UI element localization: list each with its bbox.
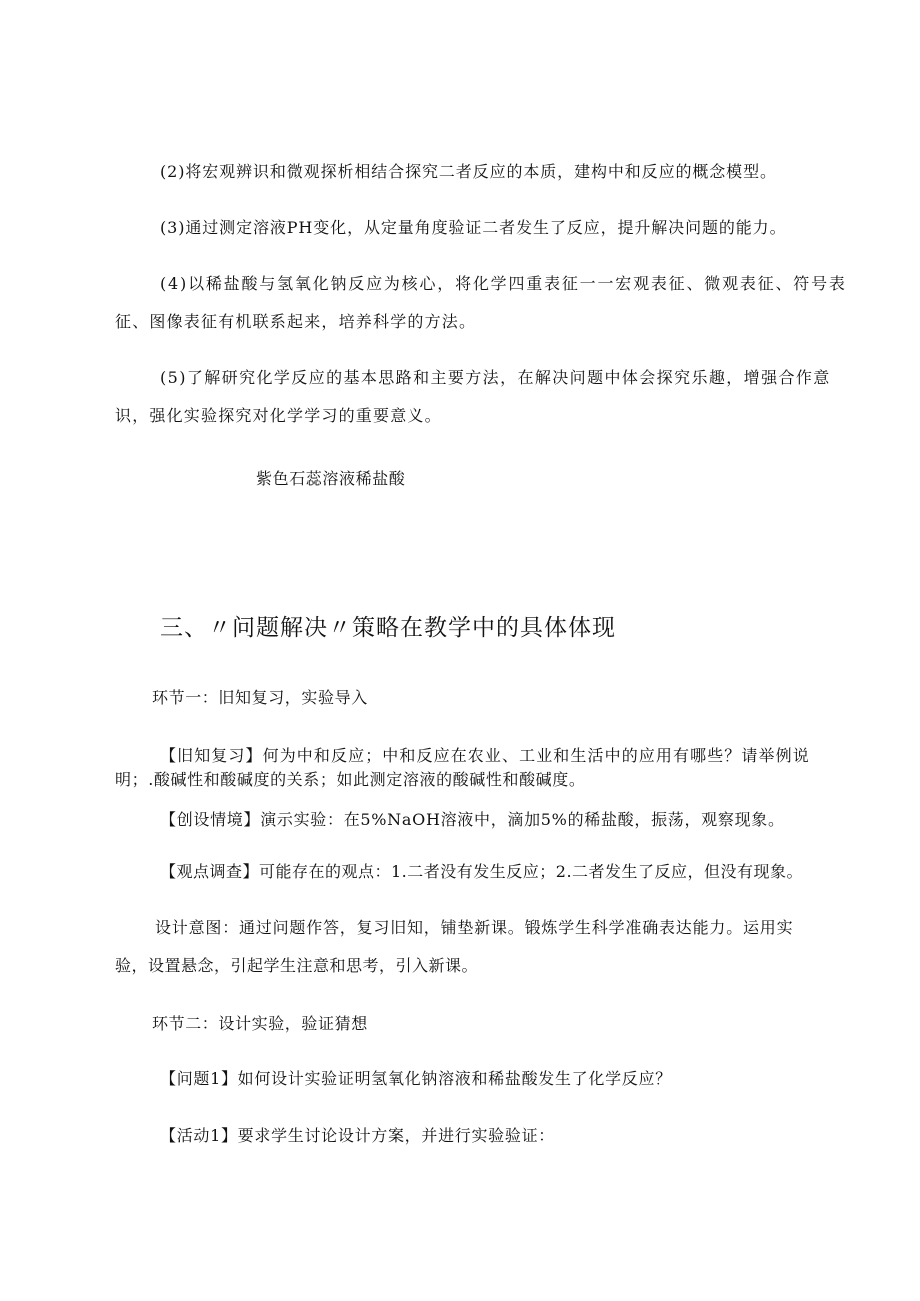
objective-4-line1: (4)以稀盐酸与氢氧化钠反应为核心，将化学四重表征一一宏观表征、微观表征、符号表 [160,274,847,293]
figure-caption: 紫色石蕊溶液稀盐酸 [256,469,406,488]
section-heading: 三、〃问题解决〃策略在教学中的具体体现 [160,615,616,641]
objective-3: (3)通过测定溶液PH变化，从定量角度验证二者发生了反应，提升解决问题的能力。 [160,218,787,237]
design-intent-line2: 验，设置悬念，引起学生注意和思考，引入新课。 [115,956,479,975]
objective-2: (2)将宏观辨识和微观探析相结合探究二者反应的本质，建构中和反应的概念模型。 [160,162,777,181]
stage-2-title: 环节二：设计实验，验证猜想 [152,1014,368,1033]
question-1: 【问题1】如何设计实验证明氢氧化钠溶液和稀盐酸发生了化学反应？ [160,1069,672,1088]
objective-4-line2: 征、图像表征有机联系起来，培养科学的方法。 [115,312,477,331]
objective-5-line1: (5)了解研究化学反应的基本思路和主要方法，在解决问题中体会探究乐趣，增强合作意 [160,368,831,387]
scenario-text: 【创设情境】演示实验：在5%NaOH溶液中，滴加5%的稀盐酸，振荡，观察现象。 [160,810,785,829]
review-line2: 明；.酸碱性和酸碱度的关系；如此测定溶液的酸碱性和酸碱度。 [115,770,586,789]
activity-1: 【活动1】要求学生讨论设计方案，并进行实验验证： [160,1126,555,1145]
objective-5-line2: 识，强化实验探究对化学学习的重要意义。 [115,406,442,425]
design-intent-line1: 设计意图：通过问题作答，复习旧知，铺垫新课。锻炼学生科学准确表达能力。运用实 [155,918,794,937]
stage-1-title: 环节一：旧知复习，实验导入 [152,688,368,707]
review-line1: 【旧知复习】何为中和反应；中和反应在农业、工业和生活中的应用有哪些？请举例说 [160,746,810,765]
survey-text: 【观点调查】可能存在的观点：1.二者没有发生反应；2.二者发生了反应，但没有现象。 [160,862,804,881]
